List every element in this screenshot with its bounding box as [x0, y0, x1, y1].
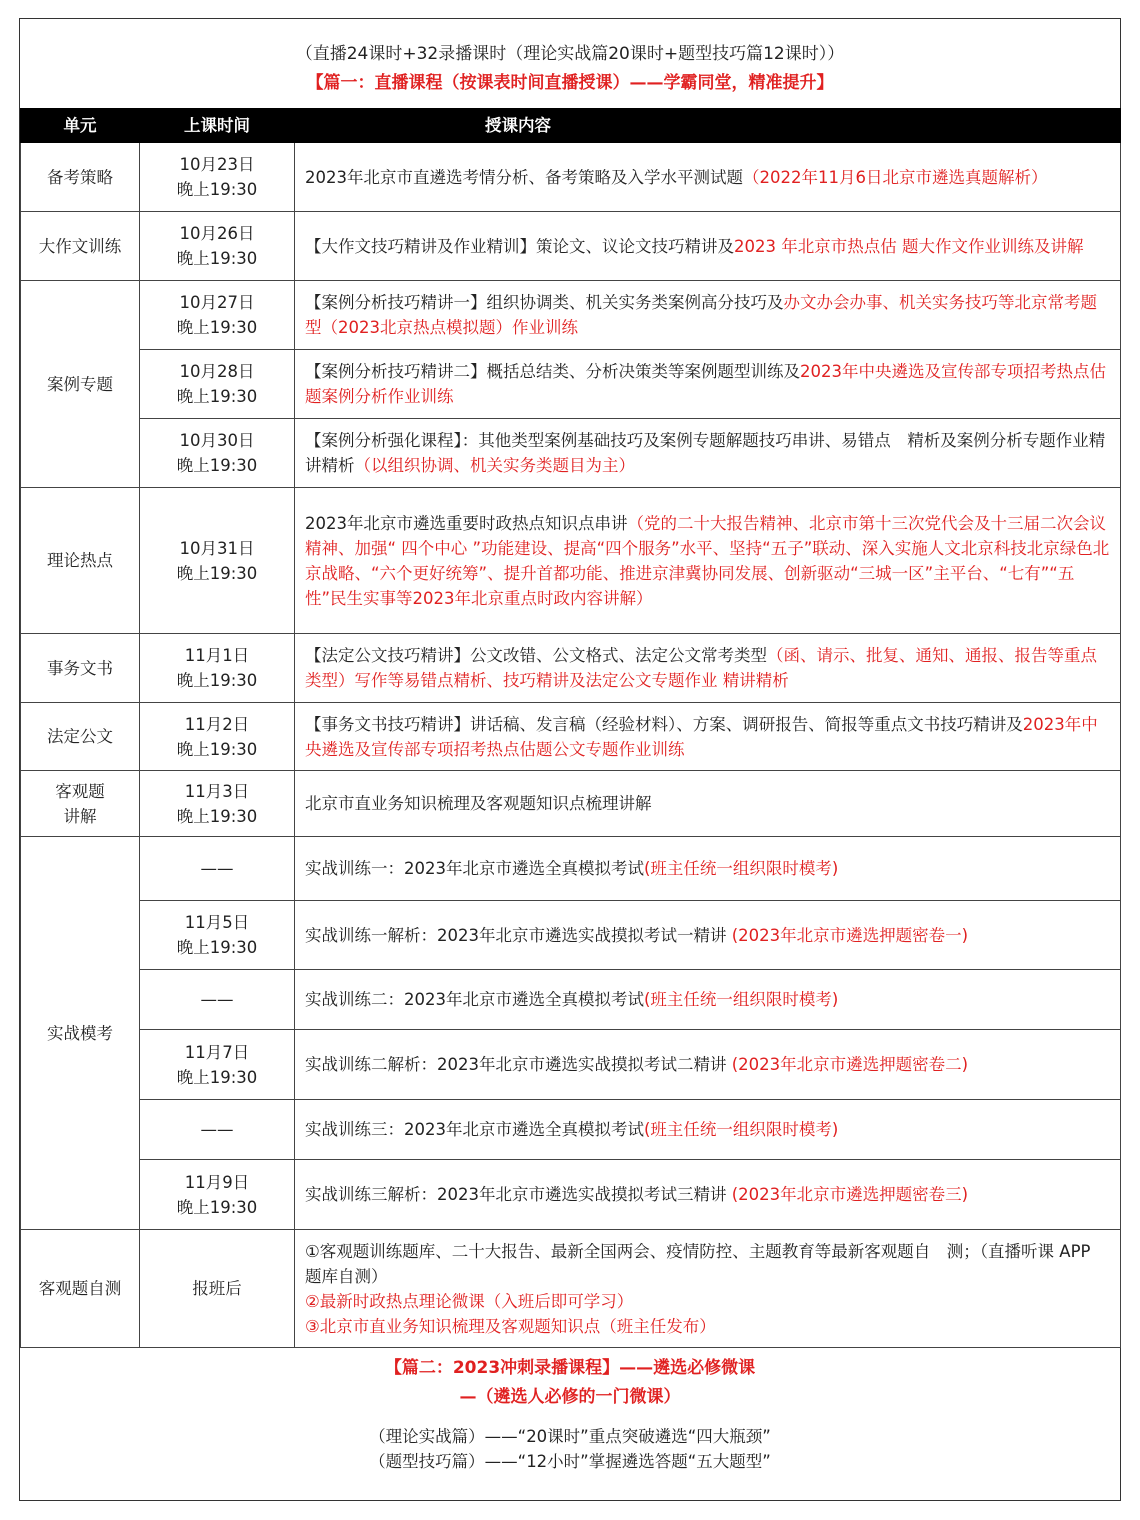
content-highlight: 2023年中央遴选及宣传部专项招考热点估题案例分析作业训练: [305, 362, 1106, 406]
time-cell: [140, 970, 295, 1030]
date-text: 11月2日: [184, 714, 250, 734]
date-text: 10月23日: [179, 155, 255, 174]
table-header-row: [21, 109, 1121, 143]
table-row: [21, 901, 1121, 970]
content-text: 【案例分析强化课程】：其他类型案例基础技巧及案例专题解题技巧串讲、易错点 精析及案例分析专题作业精讲精析: [305, 431, 1106, 475]
content-cell: [295, 901, 1121, 970]
content-text: 实战训练一：2023年北京市遴选全真模拟考试: [305, 859, 644, 878]
question-skills-line: （题型技巧篇）——“12小时”掌握遴选答题“五大题型”: [369, 1452, 771, 1471]
date-text: ——: [200, 990, 234, 1009]
clock-text: 晚上19:30: [176, 387, 258, 406]
unit-cell: [21, 771, 140, 837]
date-text: 11月5日: [184, 913, 250, 932]
table-row: [21, 212, 1121, 281]
table-row: [21, 1030, 1121, 1100]
content-highlight: (2023年北京市遴选押题密卷一): [731, 925, 969, 945]
date-text: 10月26日: [179, 224, 255, 243]
content-cell: [295, 1230, 1121, 1348]
content-highlight: (班主任统一组织限时模考): [644, 1120, 839, 1139]
table-row: [21, 837, 1121, 901]
content-text: 实战训练一解析：2023年北京市遴选实战摸拟考试一精讲: [305, 925, 732, 945]
date-text: 10月31日: [179, 538, 255, 558]
header-unit: 单元: [21, 109, 140, 143]
selftest-item-2: ②最新时政热点理论微课（入班后即可学习）: [305, 1291, 634, 1311]
course-schedule-document: [19, 18, 1121, 1501]
time-cell: [140, 703, 295, 771]
unit-cell: 备考策略: [21, 143, 140, 212]
date-text: 10月27日: [179, 293, 255, 312]
content-highlight: 办文办会办事、机关实务技巧等北京常考题型（2023北京热点模拟题）作业训练: [305, 293, 1097, 337]
content-highlight: 2023 年北京市热点估 题大作文作业训练及讲解: [734, 236, 1084, 256]
clock-text: 晚上19:30: [176, 1067, 258, 1087]
unit-cell: 实战模考: [21, 837, 140, 1230]
table-row: [21, 1100, 1121, 1160]
table-row: [21, 143, 1121, 212]
time-cell: 报班后: [140, 1230, 295, 1348]
date-text: 10月28日: [179, 362, 255, 381]
date-text: 11月7日: [184, 1042, 250, 1062]
table-row: [21, 350, 1121, 419]
unit-cell: 理论热点: [21, 488, 140, 634]
content-highlight: (班主任统一组织限时模考): [644, 859, 839, 878]
time-cell: [140, 419, 295, 488]
content-text: 实战训练三：2023年北京市遴选全真模拟考试: [305, 1120, 644, 1139]
time-cell: [140, 1030, 295, 1100]
unit-cell: 法定公文: [21, 703, 140, 771]
theory-practice-line: （理论实战篇）——“20课时”重点突破遴选“四大瓶颈”: [369, 1427, 771, 1446]
table-row: [21, 419, 1121, 488]
unit-cell: 大作文训练: [21, 212, 140, 281]
content-highlight: 2023年中央遴选及宣传部专项招考热点估题公文专题作业训练: [305, 714, 1098, 759]
header-time: 上课时间: [140, 109, 295, 143]
time-cell: [140, 901, 295, 970]
table-row: [21, 488, 1121, 634]
clock-text: 晚上19:30: [176, 180, 258, 199]
time-cell: [140, 771, 295, 837]
table-row: [21, 1160, 1121, 1230]
time-cell: [140, 1100, 295, 1160]
unit-text: 客观题讲解: [55, 781, 105, 826]
unit-cell: 客观题自测: [21, 1230, 140, 1348]
part-one-title: 【篇一：直播课程（按课表时间直播授课）——学霸同堂，精准提升】: [306, 73, 834, 93]
time-cell: [140, 837, 295, 901]
part-two-subtitle: —（遴选人必修的一门微课）: [459, 1387, 681, 1407]
table-row: [21, 634, 1121, 703]
unit-cell: 案例专题: [21, 281, 140, 488]
content-highlight: (2023年北京市遴选押题密卷二): [731, 1055, 969, 1074]
content-highlight: （以组织协调、机关实务类题目为主）: [354, 456, 635, 475]
part-two-title: 【篇二：2023冲刺录播课程】——遴选必修微课: [384, 1358, 756, 1378]
part-two-section: [20, 1354, 1120, 1474]
content-cell: [295, 634, 1121, 703]
content-text: 【法定公文技巧精讲】公文改错、公文格式、法定公文常考类型: [305, 646, 767, 665]
date-text: ——: [200, 1120, 234, 1139]
table-row: [21, 281, 1121, 350]
time-cell: [140, 212, 295, 281]
date-text: ——: [200, 859, 234, 878]
table-row: [21, 771, 1121, 837]
content-text: 实战训练三解析：2023年北京市遴选实战摸拟考试三精讲: [305, 1185, 732, 1204]
content-highlight: （2022年11月6日北京市遴选真题解析）: [743, 167, 1048, 187]
content-text: 北京市直业务知识梳理及客观题知识点梳理讲解: [305, 794, 652, 813]
content-cell: [295, 703, 1121, 771]
time-cell: [140, 350, 295, 419]
schedule-table: [20, 108, 1121, 1348]
clock-text: 晚上19:30: [176, 1197, 258, 1217]
content-text: 2023年北京市直遴选考情分析、备考策略及入学水平测试题: [305, 167, 743, 187]
clock-text: 晚上19:30: [176, 671, 258, 690]
time-cell: [140, 488, 295, 634]
clock-text: 晚上19:30: [176, 739, 258, 759]
content-cell: [295, 488, 1121, 634]
date-text: 11月9日: [184, 1172, 250, 1192]
selftest-item-3: ③北京市直业务知识梳理及客观题知识点（班主任发布）: [305, 1316, 716, 1336]
time-cell: [140, 1160, 295, 1230]
content-highlight: (2023年北京市遴选押题密卷三): [731, 1185, 969, 1204]
date-text: 10月30日: [179, 431, 255, 450]
content-cell: [295, 143, 1121, 212]
content-cell: [295, 1030, 1121, 1100]
content-cell: [295, 350, 1121, 419]
time-cell: [140, 634, 295, 703]
content-text: 【案例分析技巧精讲二】概括总结类、分析决策类等案例题型训练及: [305, 362, 800, 381]
header-content: 授课内容: [295, 109, 1121, 143]
content-cell: [295, 837, 1121, 901]
content-text: 【事务文书技巧精讲】讲话稿、发言稿（经验材料）、方案、调研报告、简报等重点文书技巧精讲及: [305, 714, 1023, 734]
time-cell: [140, 143, 295, 212]
content-highlight: （函、请示、批复、通知、通报、报告等重点类型）写作等易错点精析、技巧精讲及法定公文专题作业 精讲精析: [305, 646, 1097, 690]
clock-text: 晚上19:30: [176, 318, 258, 337]
content-cell: [295, 212, 1121, 281]
content-cell: [295, 970, 1121, 1030]
clock-text: 晚上19:30: [176, 563, 258, 583]
date-text: 11月1日: [184, 646, 250, 665]
content-cell: [295, 281, 1121, 350]
course-hours-summary: （直播24课时+32录播课时（理论实战篇20课时+题型技巧篇12课时））: [295, 44, 845, 64]
content-text: 实战训练二：2023年北京市遴选全真模拟考试: [305, 990, 644, 1009]
selftest-item-1: ①客观题训练题库、二十大报告、最新全国两会、疫情防控、主题教育等最新客观题自 测；（直播听课 APP 题库自测）: [305, 1241, 1091, 1286]
content-highlight: （党的二十大报告精神、北京市第十三次党代会及十三届二次会议精神、加强“ 四个中心 ”功能建设、提高“四个服务”水平、坚持“五子”联动、深入实施人文北京科技北京绿色北京战略、“六个更好统筹”、提升首都功能、推进京津冀协同发展、创新驱动“三城一区”主平台、“七有”“五性”民生实事等2023年北京重点时政内容讲解）: [305, 513, 1110, 608]
clock-text: 晚上19:30: [176, 938, 258, 957]
clock-text: 晚上19:30: [176, 806, 258, 826]
clock-text: 晚上19:30: [176, 249, 258, 268]
date-text: 11月3日: [184, 781, 250, 801]
table-row: [21, 703, 1121, 771]
table-row: [21, 1230, 1121, 1348]
content-highlight: (班主任统一组织限时模考): [644, 990, 839, 1009]
content-cell: [295, 419, 1121, 488]
content-text: 2023年北京市遴选重要时政热点知识点串讲: [305, 513, 628, 533]
content-text: 实战训练二解析：2023年北京市遴选实战摸拟考试二精讲: [305, 1055, 732, 1074]
table-row: [21, 970, 1121, 1030]
time-cell: [140, 281, 295, 350]
content-text: 【案例分析技巧精讲一】组织协调类、机关实务类案例高分技巧及: [305, 293, 784, 312]
clock-text: 晚上19:30: [176, 456, 258, 475]
unit-cell: 事务文书: [21, 634, 140, 703]
content-cell: [295, 1100, 1121, 1160]
content-text: 【大作文技巧精讲及作业精训】策论文、议论文技巧精讲及: [305, 236, 734, 256]
content-cell: [295, 1160, 1121, 1230]
content-cell: [295, 771, 1121, 837]
